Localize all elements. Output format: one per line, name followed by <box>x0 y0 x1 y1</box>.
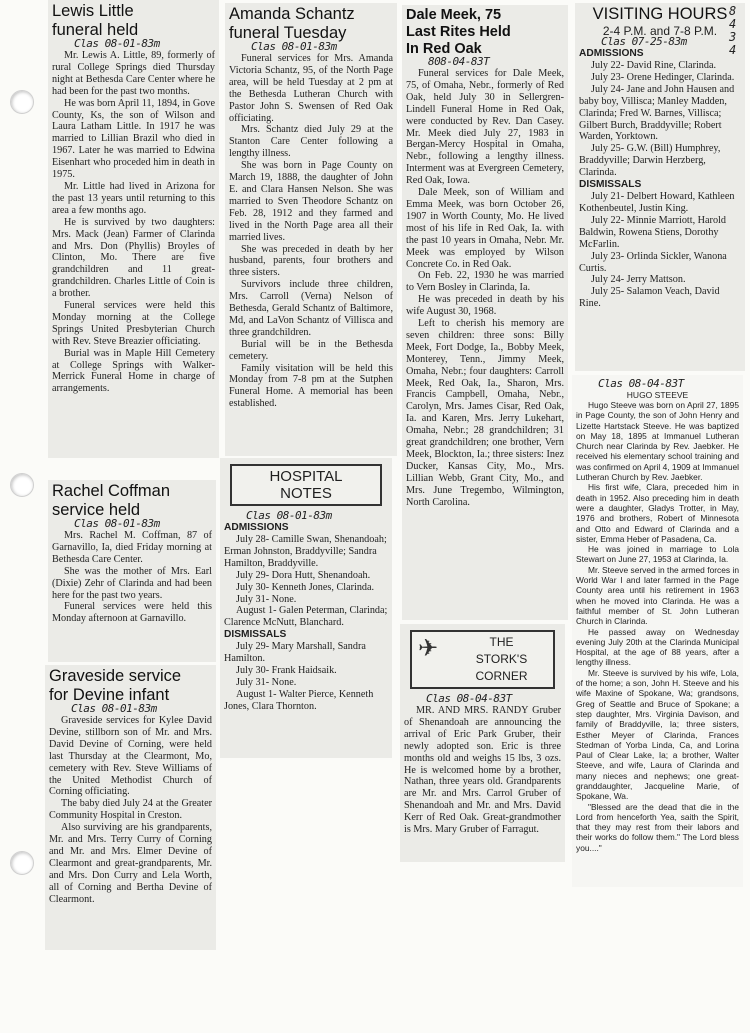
amanda-para: Funeral services for Mrs. Amanda Victoria Schantz, 95, of the North Page area, will be held Tuesday at 2 pm at the Bethesda Lutheran Church with Pastor John S. Swensen of Red Oak officiating. <box>229 53 393 124</box>
visiting-hours-title: VISITING HOURS <box>592 5 728 23</box>
hugo-para: He passed away on Wednesday evening July 20th at the Clarinda Municipal Hospital, at the age of 88 years, after a lengthy illness. <box>576 626 739 668</box>
hospital-handwritten-note: Clas 08-01-83m <box>246 509 332 522</box>
hospital-dismissal-entry: July 29- Mary Marshall, Sandra Hamilton. <box>224 641 366 665</box>
visiting-dismissal-entry: July 25- Salamon Veach, David Rine. <box>579 286 720 310</box>
hugo-para: "Blessed are the dead that die in the Lord from henceforth Yea, saith the Spirit, that they may rest from their labors and their works do follow them." The Lord bless you...." <box>576 801 739 853</box>
visiting-dismissal-entry: July 22- Minnie Marriott, Harold Baldwin, Rowena Stiens, Dorothy McFarlin. <box>579 214 726 250</box>
dale-headline-2: Last Rites Held <box>406 24 511 40</box>
stork-handwritten-note: Clas 08-04-83T <box>426 692 512 705</box>
rachel-coffman-clipping <box>48 480 216 662</box>
devine-headline-1: Graveside service <box>49 667 182 685</box>
hugo-para: His first wife, Clara, preceded him in death in 1952. Also preceding him in death were a daughter, Gladys Trotter, in May, 1976 and brothers, Robert of Minnesota and Otto and Edward of Clarinda and a sister, Emma Heber of Pasadena, Ca. <box>576 482 739 544</box>
devine-body <box>49 715 212 906</box>
amanda-headline-2: funeral Tuesday <box>229 24 347 42</box>
stork-title-line-2: STORK'S <box>475 652 528 666</box>
dale-headline-1: Dale Meek, 75 <box>406 7 502 23</box>
hugo-steeve-clipping <box>572 375 743 887</box>
lewis-headline-2: funeral held <box>52 21 139 39</box>
visiting-handwritten-note: Clas 07-25-83m <box>601 35 687 48</box>
devine-para: Also surviving are his grandparents, Mr. and Mrs. Terry Curry of Corning and Mr. and Mrs. Elmer Devine of Clearmont and great-grandparents, Mr. and Mrs. Don Curry and Lela Worth, all of Corning and Bertha Devine of Clearmont. <box>49 822 212 905</box>
storks-corner-title-box <box>410 630 555 689</box>
visiting-admissions-label: ADMISSIONS <box>579 48 644 59</box>
hospital-dismissals-label: DISMISSALS <box>224 629 287 641</box>
lewis-headline-1: Lewis Little <box>52 2 134 20</box>
hugo-para: He was joined in marriage to Lola Stewart on June 27, 1953 at Clarinda, Ia. <box>576 544 739 565</box>
visiting-admission-entry: July 23- Orene Hedinger, Clarinda. <box>591 71 735 83</box>
hospital-dismissal-entry: July 31- None. <box>236 676 297 688</box>
visiting-dismissal-entry: July 23- Orlinda Sickler, Wanona Curtis. <box>579 250 727 274</box>
rachel-para: Funeral services were held this Monday afternoon at Garnavillo. <box>52 601 212 625</box>
devine-headline-2: for Devine infant <box>49 686 170 704</box>
hospital-admission-entry: July 30- Kenneth Jones, Clarinda. <box>236 581 375 593</box>
hospital-notes-clipping <box>220 458 392 758</box>
hospital-dismissal-entry: August 1- Walter Pierce, Kenneth Jones, Clara Thornton. <box>224 688 374 712</box>
hospital-admissions-label: ADMISSIONS <box>224 522 289 533</box>
devine-infant-clipping <box>45 665 216 950</box>
amanda-para: Family visitation will be held this Monday from 7-8 pm at the Sutphen Funeral Home. A memorial has been established. <box>229 362 393 410</box>
dale-para: On Feb. 22, 1930 he was married to Vern Bosley in Clarinda, Ia. <box>406 270 564 294</box>
amanda-para: She was preceded in death by her husband, parents, four brothers and three sisters. <box>229 243 393 279</box>
visiting-admission-entry: July 22- David Rine, Clarinda. <box>591 60 717 71</box>
lewis-para: He is survived by two daughters: Mrs. Mack (Jean) Farmer of Clarinda and Mrs. Don (Phyllis) Broyles of Clinton, Mo. There are five grandchildren and 11 great-grandchildren. Charles Little of Coin is a brother. <box>52 216 215 300</box>
hospital-title-line-2: NOTES <box>280 485 332 502</box>
amanda-para: She was born in Page County on March 19, 1888, the daughter of John E. and Clara Hansen Nelson. She was married to Sven Theodore Schantz on Feb. 28, 1912 and they farmed and lived in the North Page area all their married lives. <box>229 160 393 243</box>
visiting-side-note: 8 4 3 4 <box>729 4 736 57</box>
lewis-para: Mr. Little had lived in Arizona for the past 13 years until returning to this area a few months ago. <box>52 180 215 216</box>
rachel-para: She was the mother of Mrs. Earl (Dixie) Zehr of Clarinda and had been here for the past two years. <box>52 565 212 601</box>
stork-body <box>404 705 561 836</box>
hospital-notes-title-box <box>230 464 382 506</box>
dale-headline-3: In Red Oak <box>406 41 482 57</box>
dale-body <box>406 68 564 509</box>
visiting-hours-times: 2-4 P.M. and 7-8 P.M. <box>602 24 718 38</box>
hospital-dismissal-entry: July 30- Frank Haidsaik. <box>236 665 337 677</box>
hospital-admission-entry: July 28- Camille Swan, Shenandoah; Erman Johnston, Braddyville; Sandra Hamilton, Braddyville. <box>224 534 387 569</box>
hugo-para: Hugo Steeve was born on April 27, 1895 in Page County, the son of John Henry and Lizette Hartstack Steeve. He was baptized on May 18, 1895 at Immanuel Lutheran Church near Clarinda by Rev. Jaebker. He received his elementary school training and was confirmed on April 4, 1909 at Immanuel Lutheran Church by Rev. Jaebker. <box>576 400 739 483</box>
devine-para: The baby died July 24 at the Greater Community Hospital in Creston. <box>49 798 212 822</box>
amanda-schantz-clipping <box>225 3 397 456</box>
dale-para: Dale Meek, son of William and Emma Meek, was born October 26, 1907 in Worth County, Mo. He lived most of his life in Red Oak, Ia. with the past 10 years in Omaha, Nebr. Mr. Meek was employed by Wilson Concrete Co. in Red Oak. <box>406 187 564 270</box>
hugo-para: Mr. Steeve is survived by his wife, Lola, of the home; a son, John H. Steeve and his wife Maxine of Spokane, Wa; grandsons, Greg of Seattle and Bruce of Spokane; a step daughter, Mrs. Virginia Davison, and family of Braddyville, Ia; three sisters, Esther Meyer of Clarinda, Frances Stedman of Yorba Linda, Ca, and Lorina Paul of Clear Lake, Ia; a brother, Walter Steeve, and wife, Laura of Clarinda and many nieces and nephews; one great-granddaughter, Jacqueline Marie, of Spokane, Wa. <box>576 667 739 802</box>
hospital-admission-entry: August 1- Galen Peterman, Clarinda; Clarence McNutt, Blanchard. <box>224 605 388 629</box>
amanda-headline-1: Amanda Schantz <box>229 5 355 23</box>
lewis-handwritten-note: Clas 08-01-83m <box>74 37 160 50</box>
dale-para: Funeral services for Dale Meek, 75, of Omaha, Nebr., formerly of Red Oak, held July 30 in Sellergren-Lindell Funeral Home in Red Oak, were conducted by Rev. Dan Casey. Mr. Meek died July 27, 1983 in Bergan-Mercy Hospital in Omaha, Nebr., following a lengthy illness. Interment was at Evergreen Cemetery, Red Oak, Iowa. <box>406 68 564 187</box>
hugo-body <box>576 400 739 853</box>
amanda-body <box>229 53 393 410</box>
hospital-title-line-1: HOSPITAL <box>269 468 343 485</box>
hugo-para: Mr. Steeve served in the armed forces in World War I and later farmed in the Page County area until his retirement in 1963 when he moved into Clarinda. He was a faithful member of St. John Lutheran Church in Clarinda. <box>576 564 739 627</box>
dale-meek-clipping <box>402 5 568 620</box>
punch-hole-top <box>10 90 34 114</box>
dale-para: He was preceded in death by his wife August 30, 1968. <box>406 294 564 318</box>
lewis-para: He was born April 11, 1894, in Gove County, Ks, the son of Wilson and Laura Latham Little. In 1917 he was married to Lillian Brazil who died in 1967. Later he was married to Edwina Eisenhart who proceded him in death in 1975. <box>52 97 215 181</box>
stork-para: MR. AND MRS. RANDY Gruber of Shenandoah are announcing the arrival of Eric Park Gruber, their newly adopted son. Eric is three months old and weighs 15 lbs, 3 ozs. He is welcomed home by a brother, Nathan, three years old. Grandparents are Mr. and Mrs. Carrol Gruber of Shenandoah and Mr. and Mrs. David Kerr of Red Oak. Great-grandmother is Mrs. Mary Gruber of Farragut. <box>404 705 561 836</box>
visiting-admission-entry: July 24- Jane and John Hausen and baby boy, Villisca; Manley Madden, Clarinda; Fred W. Barnes, Villisca; Gilbert Burch, Braddyville; Robert Warden, Yorktown. <box>579 83 735 143</box>
rachel-headline-1: Rachel Coffman <box>52 482 171 500</box>
visiting-dismissal-entry: July 24- Jerry Mattson. <box>591 274 686 286</box>
visiting-admission-entry: July 25- G.W. (Bill) Humphrey, Braddyville; Darwin Herzberg, Clarinda. <box>579 143 721 179</box>
stork-title-line-1: THE <box>489 635 514 649</box>
dale-handwritten-note: 808-04-83T <box>428 55 490 68</box>
visiting-dismissal-entry: July 21- Delbert Howard, Kathleen Kothenbeutel, Justin King. <box>579 191 735 214</box>
hospital-admission-entry: July 29- Dora Hutt, Shenandoah. <box>236 569 371 581</box>
amanda-para: Burial will be in the Bethesda cemetery. <box>229 338 393 362</box>
hugo-handwritten-note: Clas 08-04-83T <box>598 377 684 390</box>
lewis-para: Burial was in Maple Hill Cemetery at College Springs with Walker-Merrick Funeral Home in charge of arrangements. <box>52 347 215 395</box>
punch-hole-bottom <box>10 851 34 875</box>
devine-handwritten-note: Clas 08-01-83m <box>71 702 157 715</box>
rachel-headline-2: service held <box>52 501 141 519</box>
amanda-para: Survivors include three children, Mrs. Carroll (Verna) Nelson of Bethesda, Gerald Schantz of Baltimore, Md, and LaVon Schantz of Villisca and three grandchildren. <box>229 279 393 338</box>
visiting-dismissals-label: DISMISSALS <box>579 179 642 191</box>
storks-corner-clipping <box>400 624 565 862</box>
stork-title-line-3: CORNER <box>475 669 528 683</box>
amanda-handwritten-note: Clas 08-01-83m <box>251 40 337 53</box>
lewis-para: Funeral services were held this Monday morning at the College Springs United Presbyterian Church with Rev. Steve Breazier officiating. <box>52 300 215 347</box>
rachel-body <box>52 530 212 625</box>
lewis-little-clipping <box>48 0 219 458</box>
amanda-para: Mrs. Schantz died July 29 at the Stanton Care Center following a lengthy illness. <box>229 124 393 160</box>
punch-hole-middle <box>10 473 34 497</box>
stork-icon: ✈ <box>418 635 439 662</box>
dale-para: Left to cherish his memory are seven children: three sons: Billy Meek, Fort Dodge, Ia., Bobby Meek, Monterey, Tenn., Jimmy Meek, Omaha, Nebr.; four daughters: Carroll Meek, Red Oak, Ia., Sharon, Mrs. Francis Campbell, Omaha, Nebr., Carolyn, Mrs. James Cisar, Red Oak, Ia. and Karen, Mrs. Jerry Lukehart, Omaha, Nebr.; 28 grandchildren; 31 great grandchildren; one brother, Vern Meek, Blockton, Ia.; three sisters: Inez Ducker, Kansas City, Mo., Mrs. Lillian Webb, Grant City, Mo., and Mrs. June Tregembo, Wilmington, North Carolina. <box>406 318 564 508</box>
hospital-admission-entry: July 31- None. <box>236 593 297 605</box>
rachel-handwritten-note: Clas 08-01-83m <box>74 517 160 530</box>
hugo-title: HUGO STEEVE <box>626 390 689 400</box>
devine-para: Graveside services for Kylee David Devine, stillborn son of Mr. and Mrs. David Devine of Corning, were held last Thursday at the Clearmont, Mo, cemetery with Rev. Steve Williams of the United Methodist Church of Corning officiating. <box>49 715 212 798</box>
lewis-body <box>52 50 215 395</box>
rachel-para: Mrs. Rachel M. Coffman, 87 of Garnavillo, Ia, died Friday morning at Bethesda Care Center. <box>52 530 212 565</box>
visiting-hours-clipping <box>575 3 745 371</box>
lewis-para: Mr. Lewis A. Little, 89, formerly of rural College Springs died Thursday night at Bethesda Care Center where he had been for the past two months. <box>52 50 215 97</box>
